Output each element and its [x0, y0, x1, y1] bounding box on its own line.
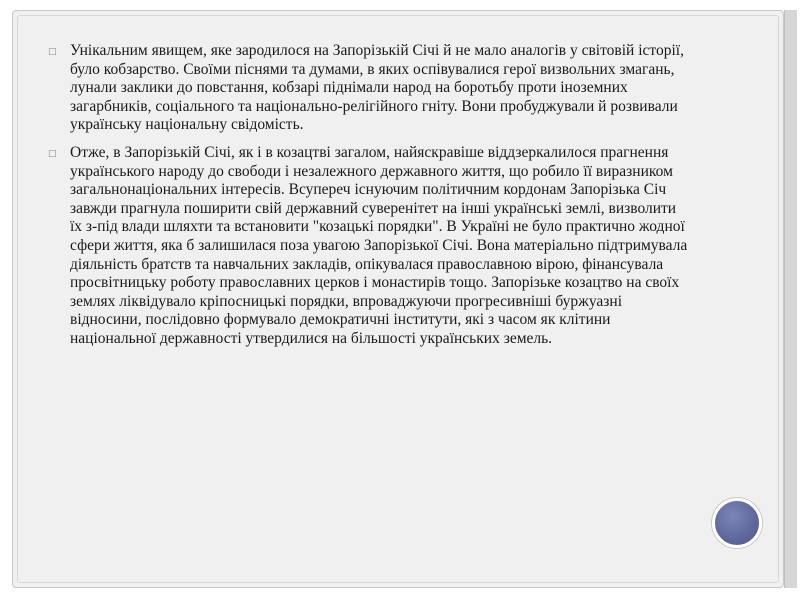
- decorative-circle-icon: [712, 498, 762, 548]
- bullet-item: [48, 144, 688, 349]
- paragraph-kobzarstvo: Унікальним явищем, яке зародилося на Запорізькій Січі й не мало аналогів у світовій історії, було кобзарство. Своїми піснями та думами, в яких оспівувалися герої визвольних змагань, лунали заклики до повстання, кобзарі піднімали народ на боротьбу проти іноземних загарбників, соціального та національно-релігійного гніту. Вони пробуджували й розвивали українську національну свідомість.: [70, 42, 684, 134]
- slide-content: [48, 42, 688, 358]
- paragraph-sich-statehood: Отже, в Запорізькій Січі, як і в козацтві загалом, найяскравіше віддзеркалилося прагнення українського народу до свободи і незалежного державного життя, що робило її виразником загальнонаціональних інтересів. Всупереч існуючим політичним кордонам Запорізька Січ завжди прагнула поширити свій державний суверенітет на інші українські землі, визволити їх з-під влади шляхти та встановити "козацькі порядки". В Україні не було практично жодної сфери життя, яка б залишилася поза увагою Запорізької Січі. Вона матеріально підтримувала діяльність братств та навчальних закладів, опікувалася православною вірою, фінансувала просвітницьку роботу православних церков і монастирів тощо. Запорізьке козацтво на своїх землях ліквідувало кріпосницькі порядки, впроваджуючи прогресивніші буржуазні відносини, послідовно формувало демократичні інститути, які з часом як клітини національної державності утвердилися на більшості українських земель.: [70, 143, 688, 347]
- square-bullet-icon: □: [48, 47, 57, 57]
- square-bullet-icon: □: [48, 148, 57, 159]
- slide-right-edge: [784, 10, 797, 588]
- bullet-item: [48, 42, 688, 135]
